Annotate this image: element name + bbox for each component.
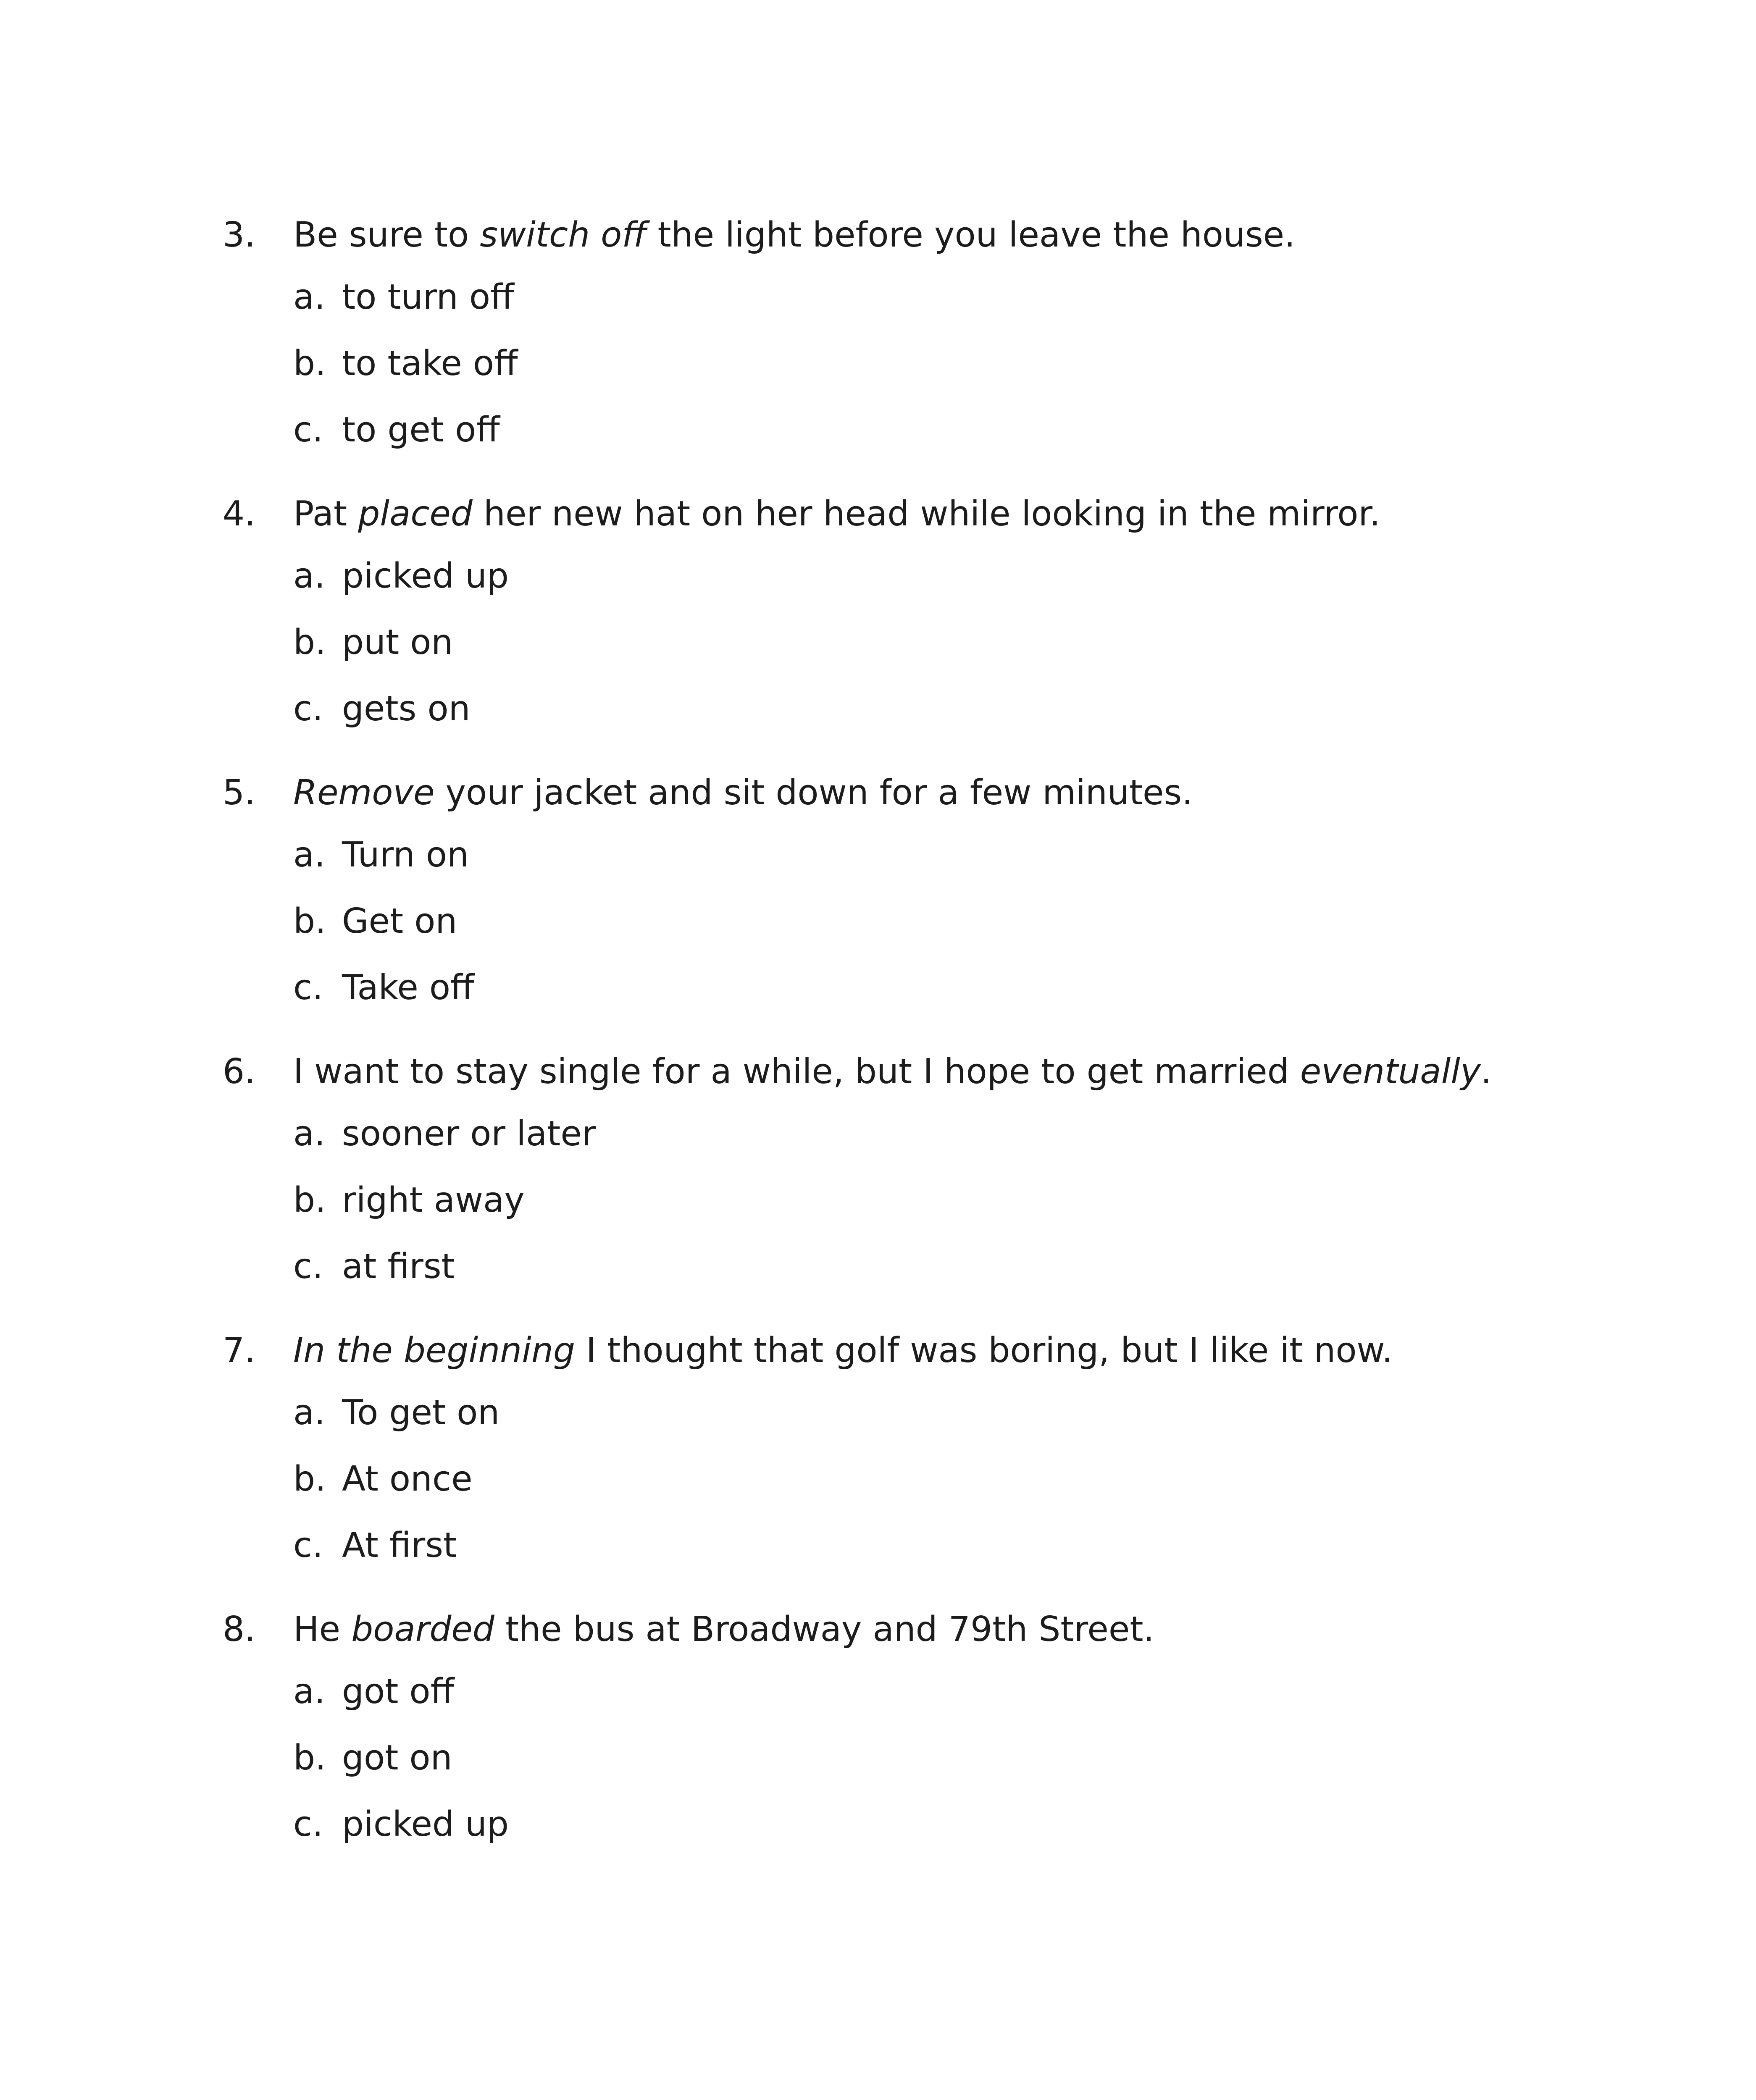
answer-option-b [293, 1456, 499, 1522]
option-text: gets on [342, 689, 471, 729]
option-text: Take off [342, 968, 474, 1008]
answer-option-a [293, 1390, 499, 1456]
option-text: sooner or later [342, 1114, 596, 1154]
option-letter: a. [293, 835, 326, 875]
answer-options [293, 1390, 499, 1589]
question-6 [223, 1049, 1609, 1328]
option-letter: b. [293, 1459, 326, 1499]
question-number: 3. [223, 215, 256, 255]
answer-option-b [293, 1735, 509, 1801]
option-text: At once [342, 1459, 473, 1499]
option-text: to turn off [342, 277, 514, 317]
option-letter: c. [293, 689, 323, 729]
option-letter: b. [293, 622, 326, 662]
stem-text-after: the light before you leave the house. [647, 215, 1296, 255]
option-text: picked up [342, 1804, 509, 1844]
stem-text-before: Pat [293, 494, 358, 534]
question-stem [293, 1049, 1492, 1095]
option-letter: c. [293, 410, 323, 450]
stem-text-after: the bus at Broadway and 79th Street. [494, 1609, 1154, 1649]
option-letter: b. [293, 1738, 326, 1778]
answer-options [293, 274, 518, 473]
stem-text-before: He [293, 1609, 352, 1649]
stem-emphasis: In the beginning [293, 1331, 575, 1370]
answer-option-c [293, 1801, 509, 1868]
answer-option-c [293, 1244, 596, 1310]
stem-emphasis: boarded [351, 1609, 494, 1649]
stem-text-after: I thought that golf was boring, but I like it now. [575, 1331, 1393, 1370]
answer-option-c [293, 1522, 499, 1589]
question-stem [293, 212, 1295, 258]
option-letter: b. [293, 1180, 326, 1220]
answer-option-b [293, 898, 474, 965]
option-letter: a. [293, 1672, 326, 1712]
option-text: At first [342, 1525, 457, 1565]
stem-text-after: her new hat on her head while looking in the mirror. [472, 494, 1380, 534]
question-number: 6. [223, 1052, 256, 1092]
stem-emphasis: eventually [1300, 1052, 1481, 1092]
question-stem [293, 491, 1380, 537]
answer-options [293, 553, 509, 752]
answer-option-b [293, 1177, 596, 1244]
question-number: 7. [223, 1331, 256, 1370]
option-text: to take off [342, 344, 518, 383]
answer-option-a [293, 553, 509, 620]
question-7 [223, 1328, 1609, 1606]
stem-text-after: . [1480, 1052, 1492, 1092]
option-text: got on [342, 1738, 452, 1778]
option-letter: a. [293, 277, 326, 317]
option-letter: c. [293, 968, 323, 1008]
stem-text-after: your jacket and sit down for a few minutes. [434, 773, 1193, 813]
question-stem [293, 1328, 1393, 1374]
question-number: 5. [223, 773, 256, 813]
stem-emphasis: switch off [480, 215, 647, 255]
answer-options [293, 1111, 596, 1310]
option-letter: a. [293, 556, 326, 596]
question-stem [293, 1606, 1154, 1653]
option-text: Get on [342, 901, 457, 941]
answer-option-a [293, 1111, 596, 1177]
option-text: To get on [342, 1393, 500, 1433]
option-text: got off [342, 1672, 455, 1712]
question-list [223, 212, 1609, 1885]
answer-option-c [293, 965, 474, 1031]
stem-emphasis: Remove [293, 773, 435, 813]
stem-text-before: Be sure to [293, 215, 480, 255]
question-4 [223, 491, 1609, 770]
stem-emphasis: placed [358, 494, 473, 534]
question-stem [293, 770, 1193, 816]
question-8 [223, 1606, 1609, 1885]
option-letter: a. [293, 1393, 326, 1433]
answer-option-a [293, 1669, 509, 1735]
question-3 [223, 212, 1609, 491]
answer-options [293, 1669, 509, 1868]
option-letter: b. [293, 901, 326, 941]
option-text: to get off [342, 410, 500, 450]
question-number: 4. [223, 494, 256, 534]
answer-option-b [293, 341, 518, 407]
option-text: right away [342, 1180, 525, 1220]
answer-option-a [293, 832, 474, 898]
option-text: at first [342, 1247, 455, 1286]
answer-option-c [293, 686, 509, 752]
option-letter: c. [293, 1804, 323, 1844]
answer-options [293, 832, 474, 1031]
option-text: picked up [342, 556, 509, 596]
answer-option-b [293, 620, 509, 686]
stem-text-before: I want to stay single for a while, but I hope to get married [293, 1052, 1300, 1092]
answer-option-a [293, 274, 518, 341]
option-letter: c. [293, 1247, 323, 1286]
option-letter: b. [293, 344, 326, 383]
option-letter: a. [293, 1114, 326, 1154]
question-5 [223, 770, 1609, 1049]
option-letter: c. [293, 1525, 323, 1565]
question-number: 8. [223, 1609, 256, 1649]
answer-option-c [293, 407, 518, 473]
option-text: Turn on [342, 835, 469, 875]
option-text: put on [342, 622, 453, 662]
